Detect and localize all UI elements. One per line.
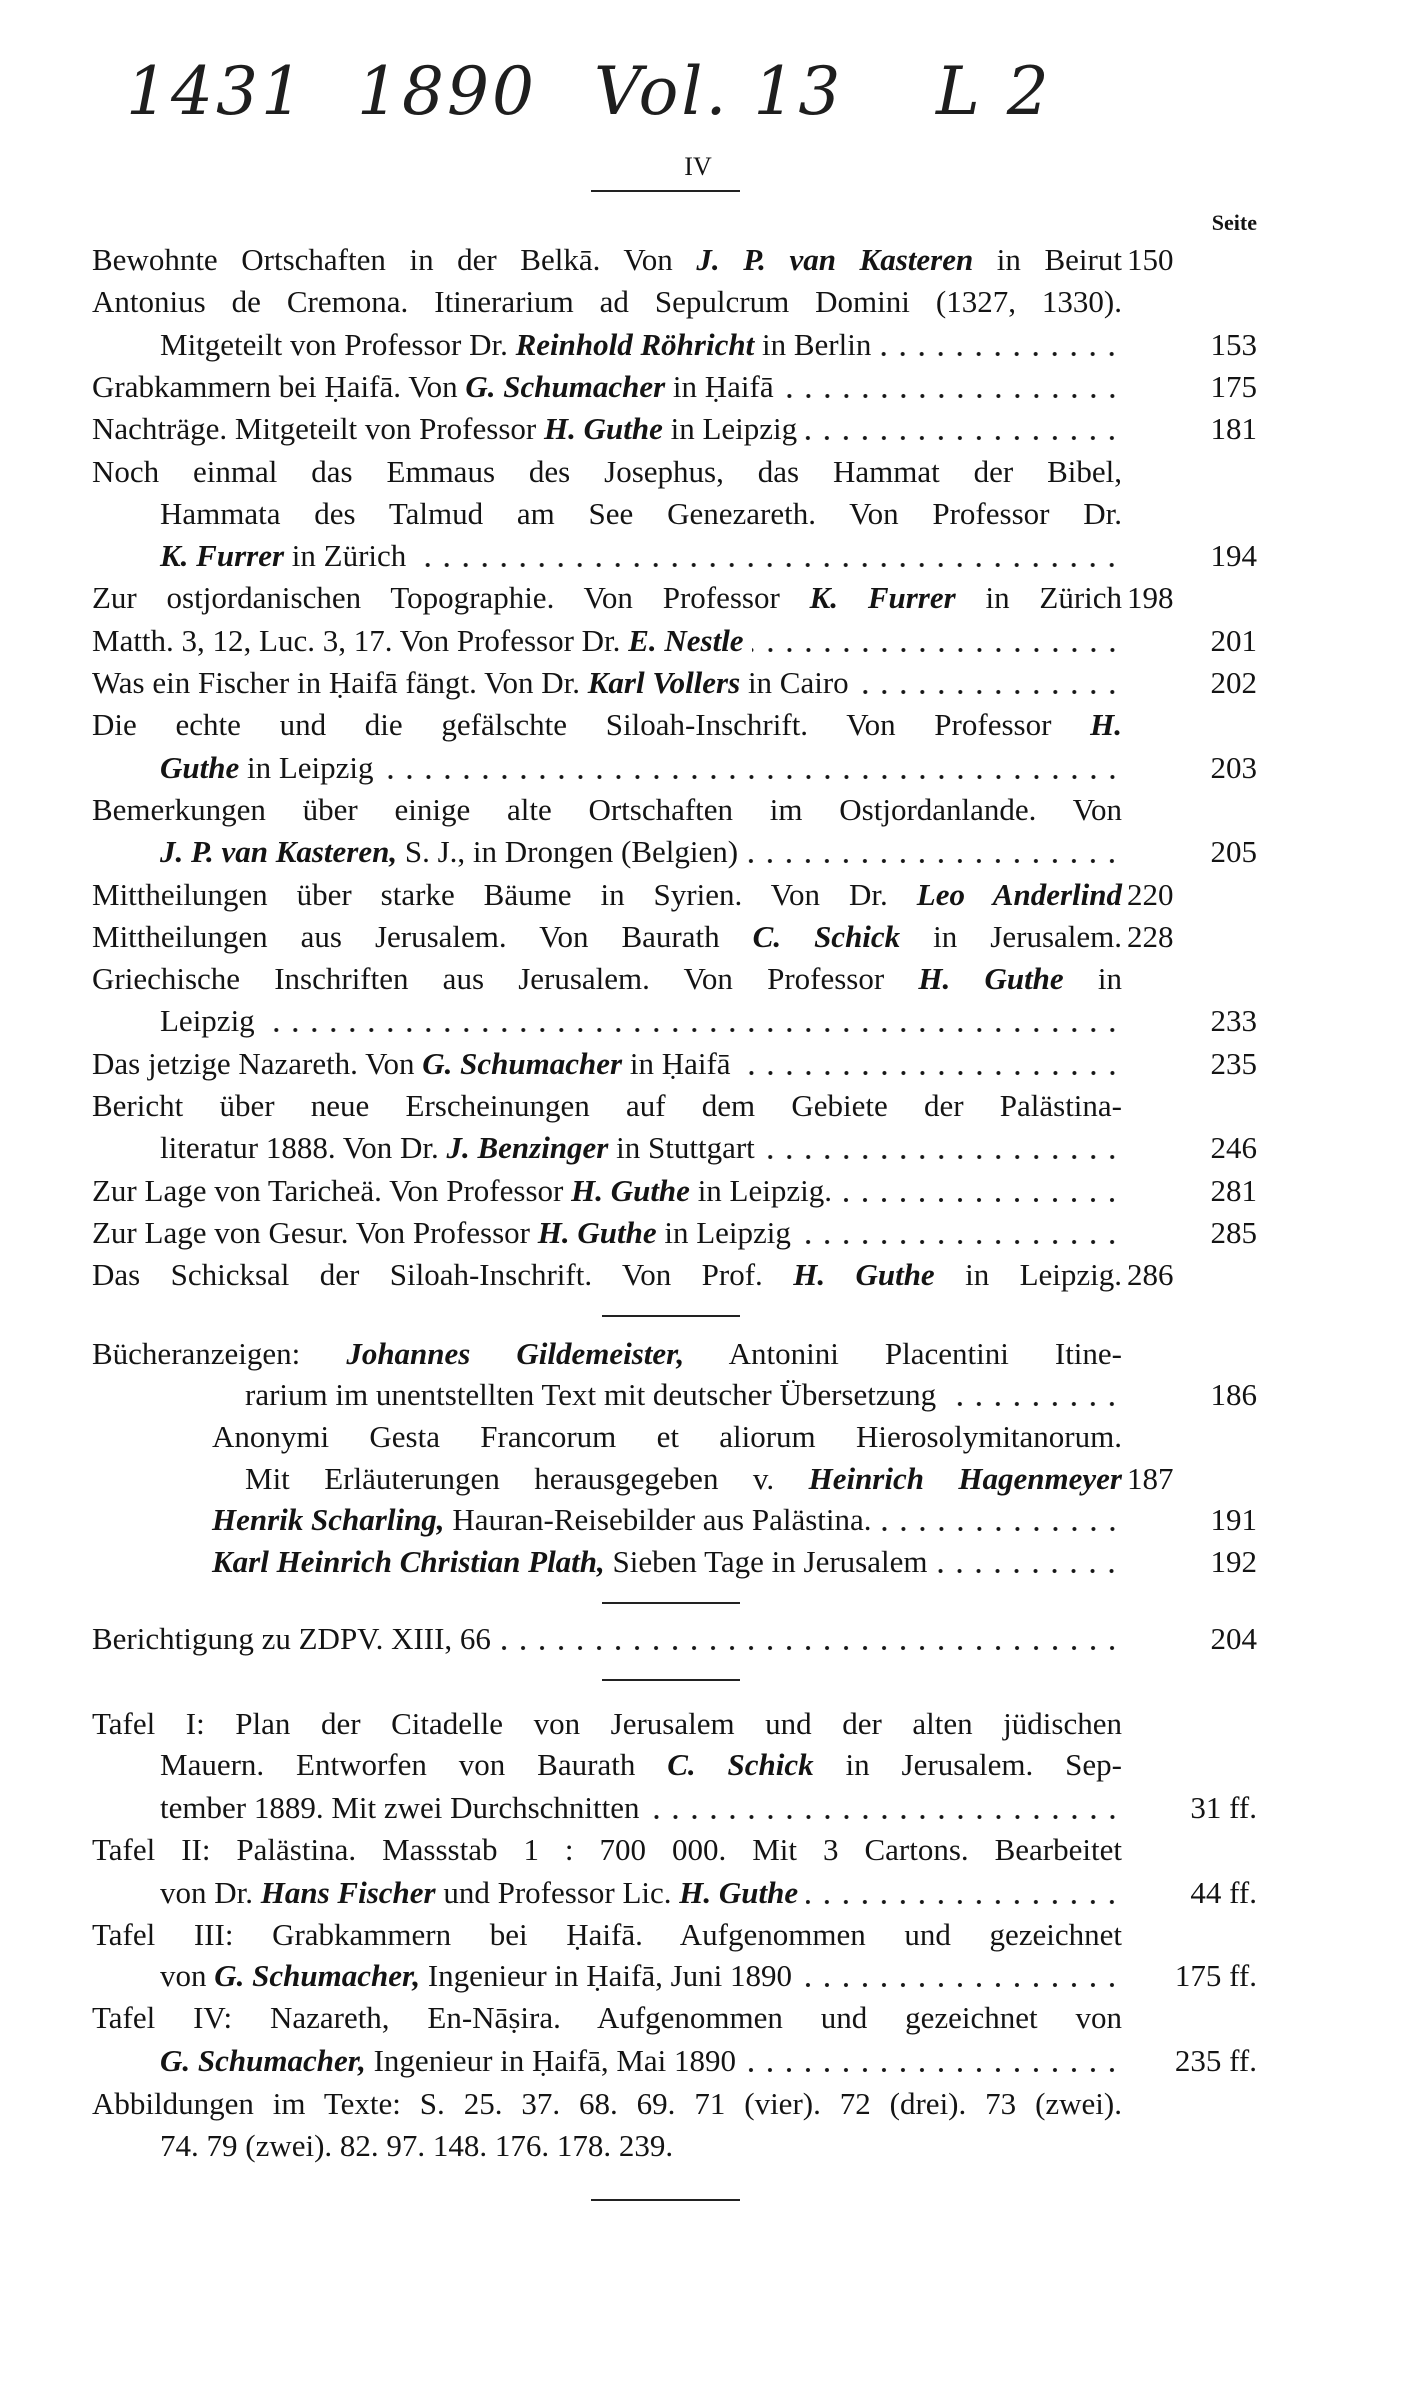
entry-text: in Cairo: [740, 665, 849, 700]
author-name: Reinhold Röhricht: [515, 327, 755, 362]
toc-line: [92, 408, 1257, 450]
page-number: 233: [1210, 1003, 1257, 1038]
author-name: Karl Heinrich Christian Plath,: [212, 1544, 605, 1579]
entry-text: in Beirut: [973, 242, 1122, 277]
entry-text: in Leipzig: [656, 1215, 791, 1250]
page-number: 220: [1127, 877, 1174, 912]
author-name: C. Schick: [752, 919, 901, 954]
entry-text: Das Schicksal der Siloah-Inschrift. Von Prof.: [92, 1257, 794, 1292]
entry-text: in: [1063, 961, 1122, 996]
leader-dots: [799, 1212, 1122, 1254]
leader-dots: [382, 747, 1122, 789]
toc-line: [92, 577, 1174, 619]
page-number: 181: [1210, 411, 1257, 446]
leader-dots: [744, 2040, 1122, 2082]
toc-line: [212, 1416, 1122, 1458]
entry-text: Grabkammern bei Ḥaifā. Von: [92, 369, 466, 404]
entry-text: Ingenieur in Ḥaifā, Mai 1890: [365, 2043, 737, 2078]
page-folio: IV: [684, 152, 712, 181]
page-number: 205: [1210, 834, 1257, 869]
page-number: 286: [1127, 1257, 1174, 1292]
page-number: 191: [1210, 1502, 1257, 1537]
toc-line: [92, 916, 1174, 958]
leader-dots: [499, 1618, 1122, 1660]
toc-line: [212, 1541, 1257, 1583]
entry-text: in Zürich: [955, 580, 1123, 615]
leader-dots: [840, 1170, 1122, 1212]
entry-text: Die echte und die gefälschte Siloah-Inschrift. Von Professor: [92, 707, 1091, 742]
author-name: Johannes Gildemeister,: [346, 1336, 685, 1371]
handwritten-volume: Vol. 13: [594, 53, 844, 130]
entry-text: Bücheranzeigen:: [92, 1336, 347, 1371]
leader-dots: [648, 1787, 1122, 1829]
leader-dots: [935, 1541, 1122, 1583]
page-number: 246: [1210, 1130, 1257, 1165]
toc-line: [92, 1829, 1122, 1871]
toc-line: [92, 451, 1122, 493]
author-name: H. Guthe: [571, 1173, 690, 1208]
page-number: 186: [1210, 1377, 1257, 1412]
toc-line: [92, 1914, 1122, 1956]
entry-text: Bewohnte Ortschaften in der Belkā. Von: [92, 242, 697, 277]
entry-text: Hammata des Talmud am See Genezareth. Von Professor Dr.: [160, 496, 1122, 531]
leader-dots: [806, 1872, 1122, 1914]
author-name: G. Schumacher: [465, 369, 666, 404]
entry-text: Mittheilungen aus Jerusalem. Von Baurath: [92, 919, 753, 954]
entry-text: in Berlin: [754, 327, 872, 362]
section-divider: [602, 1602, 740, 1604]
entry-text: Antonius de Cremona. Itinerarium ad Sepulcrum Domini (1327, 1330).: [92, 284, 1122, 319]
page-number: 153: [1210, 327, 1257, 362]
entry-text: Abbildungen im Texte: S. 25. 37. 68. 69. 71 (vier). 72 (drei). 73 (zwei).: [92, 2086, 1122, 2121]
toc-line: [92, 1703, 1122, 1745]
entry-text: von Dr.: [160, 1875, 261, 1910]
entry-text: Sieben Tage in Jerusalem: [604, 1544, 928, 1579]
author-name: H. Guthe: [543, 411, 663, 446]
entry-text: 74. 79 (zwei). 82. 97. 148. 176. 178. 239.: [160, 2128, 674, 2163]
entry-text: Zur Lage von Gesur. Von Professor: [92, 1215, 538, 1250]
page-number: 285: [1210, 1215, 1257, 1250]
page-number: 281: [1210, 1173, 1257, 1208]
leader-dots: [800, 1955, 1122, 1997]
toc-line: [92, 2083, 1122, 2125]
page-number: 235: [1210, 1046, 1257, 1081]
page-number: 187: [1127, 1461, 1174, 1496]
author-name: E. Nestle: [628, 623, 744, 658]
entry-text: Griechische Inschriften aus Jerusalem. Von Professor: [92, 961, 919, 996]
section-divider: [602, 1679, 740, 1681]
entry-text: rarium im unentstellten Text mit deutscher Übersetzung: [245, 1377, 937, 1412]
leader-dots: [944, 1374, 1122, 1416]
page-number: 235 ff.: [1174, 2043, 1257, 2078]
entry-text: Zur ostjordanischen Topographie. Von Professor: [92, 580, 810, 615]
toc-line: [160, 2125, 1122, 2167]
author-name: Leo Anderlind: [916, 877, 1122, 912]
entry-text: Noch einmal das Emmaus des Josephus, das Hammat der Bibel,: [92, 454, 1122, 489]
entry-text: Mauern. Entworfen von Baurath: [160, 1747, 668, 1782]
leader-dots: [880, 1499, 1122, 1541]
author-name: Hans Fischer: [260, 1875, 436, 1910]
entry-text: Das jetzige Nazareth. Von: [92, 1046, 423, 1081]
entry-text: Was ein Fischer in Ḥaifā fängt. Von Dr.: [92, 665, 588, 700]
entry-text: Mittheilungen über starke Bäume in Syrien. Von Dr.: [92, 877, 917, 912]
toc-line: [92, 1043, 1257, 1085]
entry-text: Tafel II: Palästina. Massstab 1 : 700 000. Mit 3 Cartons. Bearbeitet: [92, 1832, 1122, 1867]
entry-text: in Ḥaifā: [665, 369, 774, 404]
toc-line: [160, 1127, 1257, 1169]
entry-text: Berichtigung zu ZDPV. XIII, 66: [92, 1621, 491, 1656]
page-number: 201: [1210, 623, 1257, 658]
author-name: K. Furrer: [160, 538, 285, 573]
entry-text: Ingenieur in Ḥaifā, Juni 1890: [420, 1958, 793, 1993]
author-name: H. Guthe: [793, 1257, 935, 1292]
page-number: 228: [1127, 919, 1174, 954]
toc-line: [92, 1170, 1257, 1212]
handwritten-year: 1890: [357, 53, 537, 130]
entry-text: Tafel IV: Nazareth, En-Nāṣira. Aufgenommen und gezeichnet von: [92, 2000, 1122, 2035]
toc-line: [92, 1618, 1257, 1660]
entry-text: literatur 1888. Von Dr.: [160, 1130, 447, 1165]
page-number: 203: [1210, 750, 1257, 785]
toc-line: [245, 1374, 1257, 1416]
leader-dots: [263, 1000, 1122, 1042]
toc-line: [245, 1458, 1174, 1500]
toc-line: [92, 1085, 1122, 1127]
author-name: J. P. van Kasteren,: [160, 834, 398, 869]
toc-line: [92, 239, 1174, 281]
toc-line: [160, 1955, 1257, 1997]
toc-line: [92, 366, 1257, 408]
author-name: G. Schumacher: [422, 1046, 623, 1081]
entry-text: in Jerusalem. Sep-: [813, 1747, 1122, 1782]
toc-line: [92, 704, 1122, 746]
leader-dots: [857, 662, 1122, 704]
leader-dots: [879, 324, 1122, 366]
entry-text: in Leipzig: [662, 411, 798, 446]
author-name: G. Schumacher,: [214, 1958, 421, 1993]
handwritten-mark: L 2: [936, 53, 1052, 130]
toc-line: [160, 2040, 1257, 2082]
page-number: 194: [1210, 538, 1257, 573]
entry-text: Hauran-Reisebilder aus Palästina.: [444, 1502, 872, 1537]
author-name: Heinrich Hagenmeyer: [808, 1461, 1122, 1496]
entry-text: Bemerkungen über einige alte Ortschaften im Ostjordanlande. Von: [92, 792, 1122, 827]
toc-line: [160, 1787, 1257, 1829]
leader-dots: [763, 1127, 1122, 1169]
toc-line: [160, 1872, 1257, 1914]
entry-text: Tafel III: Grabkammern bei Ḥaifā. Aufgenommen und gezeichnet: [92, 1917, 1122, 1952]
toc-line: [160, 493, 1122, 535]
toc-line: [160, 747, 1257, 789]
closing-rule: [591, 2199, 740, 2201]
page-number: 202: [1210, 665, 1257, 700]
author-name: K. Furrer: [809, 580, 956, 615]
leader-dots: [805, 408, 1122, 450]
page-number: 204: [1210, 1621, 1257, 1656]
entry-text: tember 1889. Mit zwei Durchschnitten: [160, 1790, 640, 1825]
author-name: J. P. van Kasteren: [696, 242, 974, 277]
toc-line: [92, 620, 1257, 662]
entry-text: Bericht über neue Erscheinungen auf dem Gebiete der Palästina-: [92, 1088, 1122, 1123]
author-name: J. Benzinger: [446, 1130, 609, 1165]
toc-line: [92, 1333, 1122, 1375]
leader-dots: [739, 1043, 1122, 1085]
leader-dots: [746, 831, 1122, 873]
author-name: Henrik Scharling,: [212, 1502, 445, 1537]
entry-text: Nachträge. Mitgeteilt von Professor: [92, 411, 544, 446]
seite-column-label: Seite: [1211, 210, 1257, 235]
author-name: Guthe: [160, 750, 240, 785]
section-divider: [602, 1315, 740, 1317]
author-name: H. Guthe: [679, 1875, 799, 1910]
toc-line: [92, 1997, 1122, 2039]
entry-text: Anonymi Gesta Francorum et aliorum Hierosolymitanorum.: [212, 1419, 1122, 1454]
page-number: 192: [1210, 1544, 1257, 1579]
entry-text: S. J., in Drongen (Belgien): [397, 834, 739, 869]
author-name: Karl Vollers: [587, 665, 741, 700]
entry-text: Leipzig: [160, 1003, 255, 1038]
toc-line: [92, 281, 1122, 323]
toc-line: [92, 789, 1122, 831]
toc-line: [92, 1212, 1257, 1254]
page-number: 31 ff.: [1190, 1790, 1257, 1825]
entry-text: Mit Erläuterungen herausgegeben v.: [245, 1461, 809, 1496]
author-name: H. Guthe: [918, 961, 1064, 996]
leader-dots: [782, 366, 1122, 408]
author-name: H. Guthe: [537, 1215, 657, 1250]
toc-line: [92, 1254, 1174, 1296]
entry-text: in Leipzig: [239, 750, 374, 785]
toc-line: [160, 535, 1257, 577]
entry-text: Antonini Placentini Itine-: [684, 1336, 1122, 1371]
author-name: C. Schick: [667, 1747, 814, 1782]
entry-text: von: [160, 1958, 215, 1993]
toc-line: [160, 324, 1257, 366]
toc-line: [212, 1499, 1257, 1541]
entry-text: Zur Lage von Taricheä. Von Professor: [92, 1173, 572, 1208]
entry-text: in Ḥaifā: [622, 1046, 731, 1081]
toc-line: [160, 1000, 1257, 1042]
entry-text: Matth. 3, 12, Luc. 3, 17. Von Professor Dr.: [92, 623, 629, 658]
entry-text: in Zürich: [284, 538, 407, 573]
entry-text: in Leipzig.: [934, 1257, 1123, 1292]
entry-text: in Leipzig.: [689, 1173, 832, 1208]
toc-line: [92, 958, 1122, 1000]
page-number: 44 ff.: [1190, 1875, 1257, 1910]
page-number: 198: [1127, 580, 1174, 615]
entry-text: Tafel I: Plan der Citadelle von Jerusalem und der alten jüdischen: [92, 1706, 1122, 1741]
author-name: H.: [1090, 707, 1122, 742]
entry-text: und Professor Lic.: [435, 1875, 680, 1910]
header-rule: [591, 190, 740, 192]
toc-line: [92, 874, 1174, 916]
page-number: 150: [1127, 242, 1174, 277]
entry-text: in Stuttgart: [608, 1130, 755, 1165]
toc-line: [160, 831, 1257, 873]
author-name: G. Schumacher,: [160, 2043, 366, 2078]
leader-dots: [752, 620, 1122, 662]
page-number: 175 ff.: [1174, 1958, 1257, 1993]
entry-text: Mitgeteilt von Professor Dr.: [160, 327, 516, 362]
leader-dots: [414, 535, 1122, 577]
page-number: 175: [1210, 369, 1257, 404]
toc-line: [160, 1744, 1122, 1786]
handwritten-shelf-number: 1431: [126, 53, 306, 130]
entry-text: in Jerusalem.: [900, 919, 1123, 954]
toc-line: [92, 662, 1257, 704]
